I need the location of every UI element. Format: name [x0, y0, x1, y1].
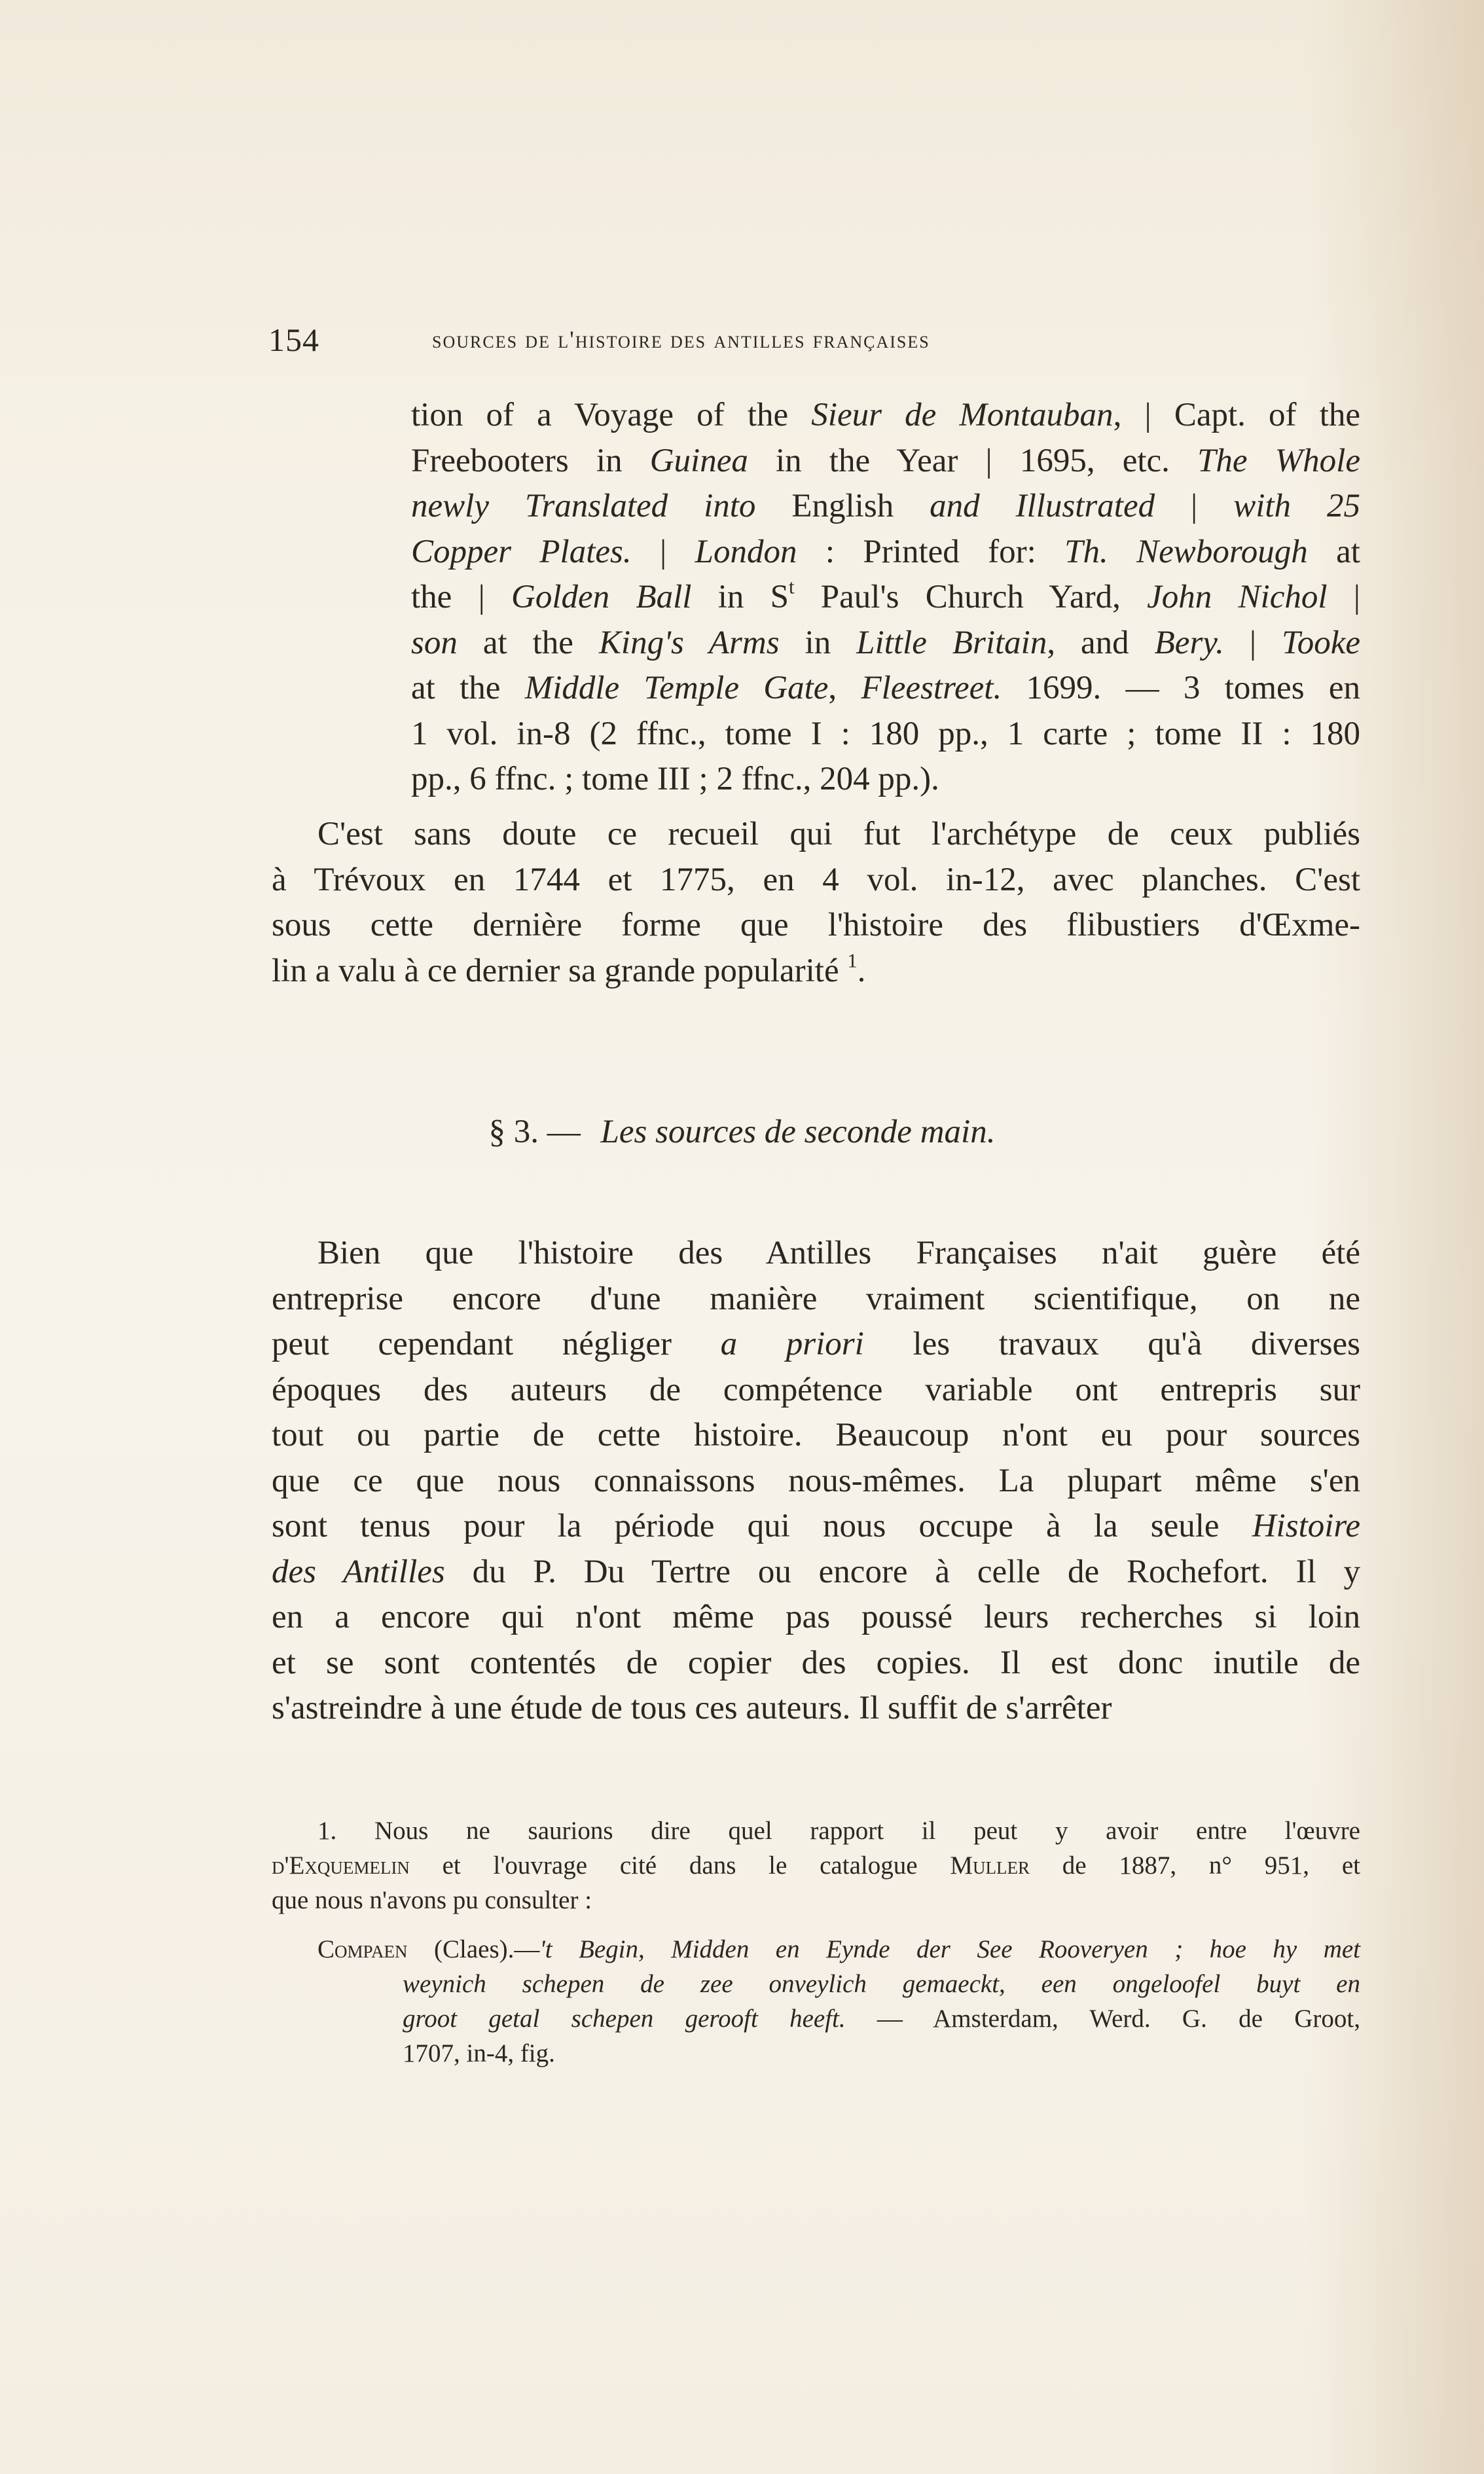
bibliographic-citation: [411, 393, 1360, 803]
running-title: sources de l'histoire des antilles françaises: [432, 327, 930, 354]
text-line: Copper Plates. | London : Printed for: Th. Newborough at: [411, 533, 1360, 570]
footnote-reference-compaen: [272, 1932, 1360, 2071]
footnotes: [272, 1813, 1360, 2071]
text-line: sous cette dernière forme que l'histoire des flibustiers d'Œxme-: [272, 907, 1360, 943]
text-line: Freebooters in Guinea in the Year | 1695, etc. The Whole: [411, 442, 1360, 479]
text-line: et se sont contentés de copier des copies. Il est donc inutile de: [272, 1644, 1360, 1681]
paragraph-second-hand-sources: [272, 1231, 1360, 1732]
text-line: newly Translated into English and Illustrated | with 25: [411, 488, 1360, 524]
text-line: d'Exquemelin et l'ouvrage cité dans le catalogue Muller de 1887, n° 951, et: [272, 1851, 1360, 1880]
text-line: the | Golden Ball in $S^t$ Paul's Church Yard, John Nichol |: [411, 575, 1361, 615]
text-line: 1707, in-4, fig.: [403, 2039, 555, 2067]
text-line: que nous n'avons pu consulter :: [272, 1886, 592, 1914]
text-line: C'est sans doute ce recueil qui fut l'archétype de ceux publiés: [317, 816, 1360, 852]
text-line: lin a valu à ce dernier sa grande popularité $^1$.: [272, 949, 866, 989]
text-line: des Antilles du P. Du Tertre ou encore à celle de Rochefort. Il y: [272, 1553, 1360, 1590]
footnote-1: [272, 1813, 1360, 1918]
text-line: sont tenus pour la période qui nous occupe à la seule Histoire: [272, 1508, 1360, 1544]
text-line: 1 vol. in-8 (2 ffnc., tome I : 180 pp., 1 carte ; tome II : 180: [411, 715, 1360, 752]
text-line: entreprise encore d'une manière vraiment scientifique, on ne: [272, 1280, 1360, 1317]
text-line: Compaen (Claes).—'t Begin, Midden en Eynde der See Rooveryen ; hoe hy met: [317, 1935, 1361, 1963]
page-number: 154: [268, 321, 319, 358]
text-line: en a encore qui n'ont même pas poussé leurs recherches si loin: [272, 1599, 1360, 1635]
text-line: 1. Nous ne saurions dire quel rapport il peut y avoir entre l'œuvre: [317, 1817, 1360, 1845]
section-title: Les sources de seconde main.: [600, 1114, 996, 1150]
text-line: Bien que l'histoire des Antilles Françaises n'ait guère été: [317, 1235, 1360, 1271]
text-line: à Trévoux en 1744 et 1775, en 4 vol. in-12, avec planches. C'est: [272, 861, 1360, 898]
section-heading: [0, 1113, 1484, 1151]
text-line: groot getal schepen gerooft heeft. — Amsterdam, Werd. G. de Groot,: [403, 2005, 1360, 2033]
section-number: § 3. —: [488, 1114, 581, 1150]
paragraph-archetype: [272, 812, 1360, 994]
text-line: pp., 6 ffnc. ; tome III ; 2 ffnc., 204 pp.).: [411, 761, 939, 797]
text-line: s'astreindre à une étude de tous ces auteurs. Il suffit de s'arrêter: [272, 1690, 1112, 1726]
text-line: at the Middle Temple Gate, Fleestreet. 1699. — 3 tomes en: [411, 670, 1360, 706]
text-line: tion of a Voyage of the Sieur de Montauban, | Capt. of the: [411, 397, 1361, 433]
text-line: son at the King's Arms in Little Britain, and Bery. | Tooke: [411, 624, 1360, 661]
text-line: que ce que nous connaissons nous-mêmes. La plupart même s'en: [272, 1462, 1360, 1499]
text-line: tout ou partie de cette histoire. Beaucoup n'ont eu pour sources: [272, 1417, 1360, 1453]
running-head: [268, 321, 1381, 360]
text-line: peut cependant négliger a priori les travaux qu'à diverses: [272, 1326, 1360, 1362]
text-line: weynich schepen de zee onveylich gemaeckt, een ongeloofel buyt en: [403, 1970, 1360, 1998]
text-line: époques des auteurs de compétence variable ont entrepris sur: [272, 1371, 1360, 1408]
